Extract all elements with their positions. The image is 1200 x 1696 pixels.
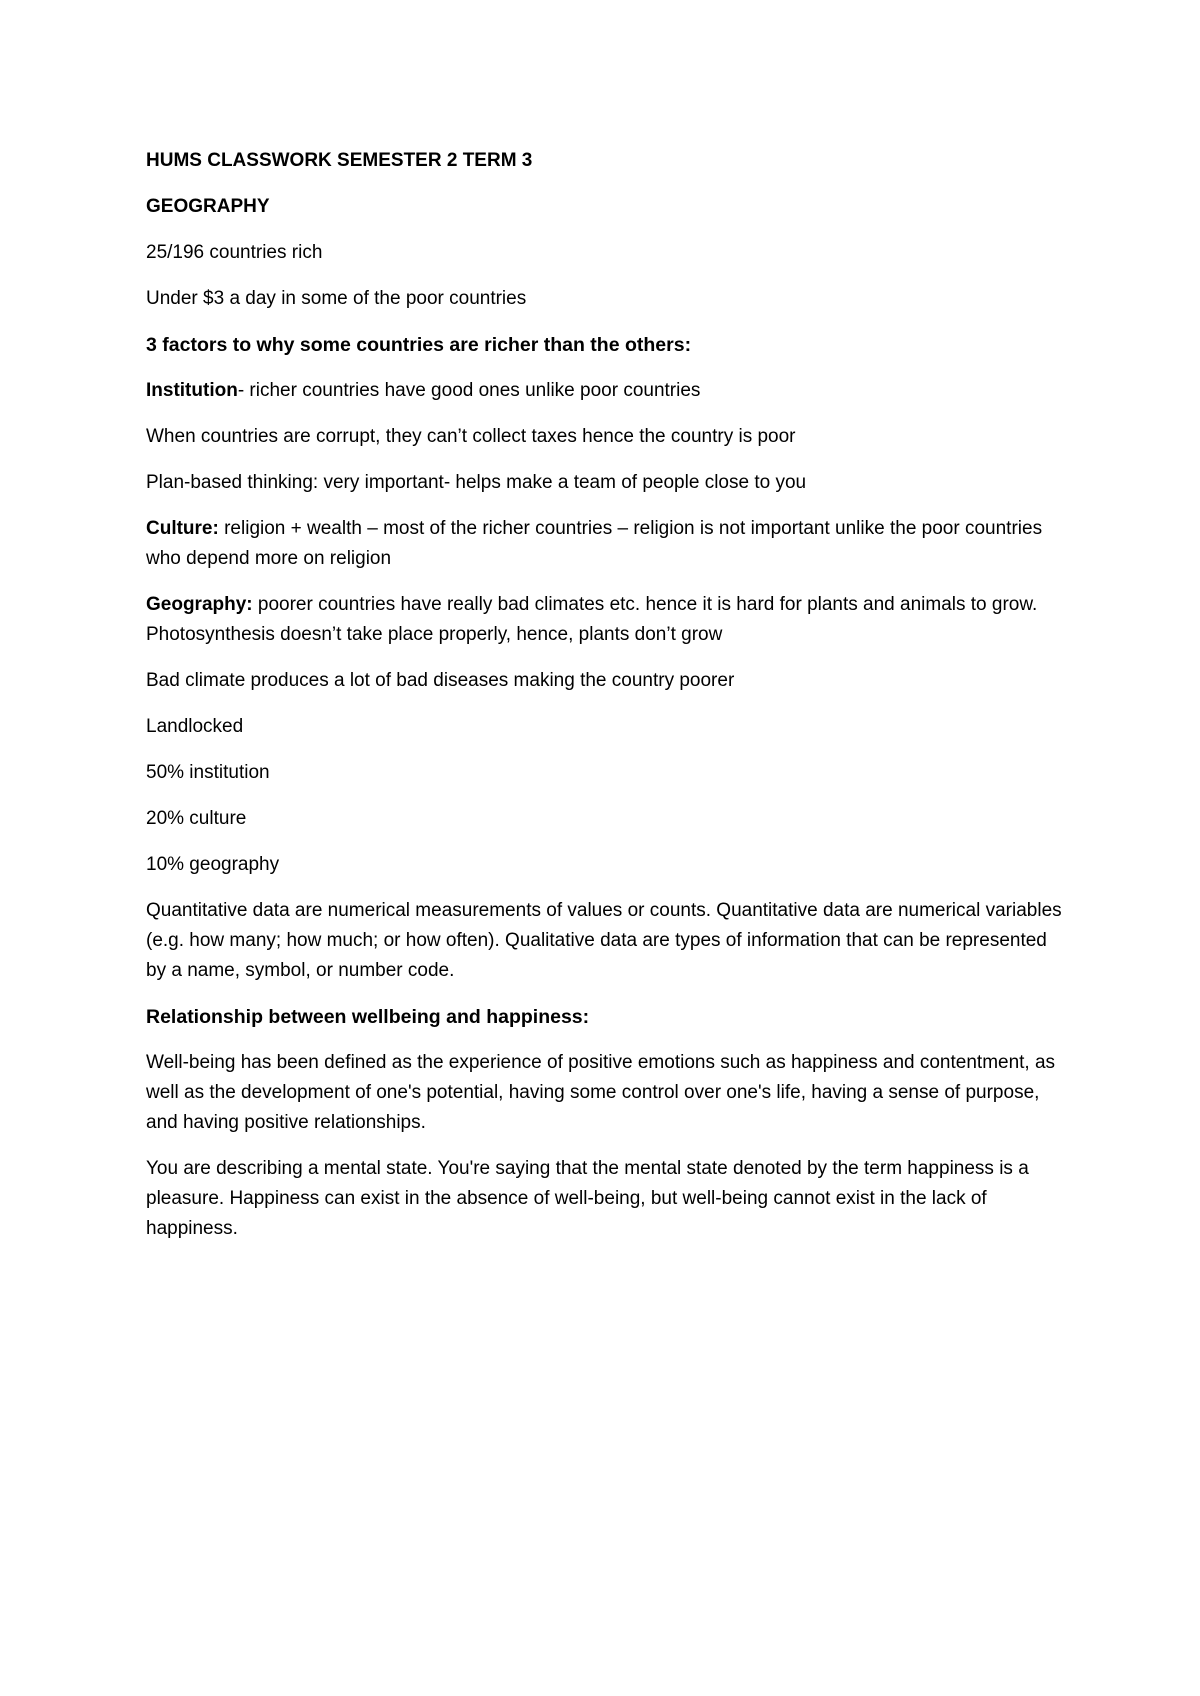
document-body — [146, 146, 1068, 1260]
paragraph-culture — [146, 514, 1068, 574]
document-title: HUMS CLASSWORK SEMESTER 2 TERM 3 — [146, 150, 533, 171]
paragraph-corrupt: When countries are corrupt, they can’t collect taxes hence the country is poor — [146, 426, 796, 447]
paragraph-geography — [146, 590, 1068, 650]
institution-term: Institution — [146, 380, 238, 401]
paragraph-plan-based: Plan-based thinking: very important- helps make a team of people close to you — [146, 472, 807, 493]
section-heading-geography: GEOGRAPHY — [146, 196, 270, 217]
paragraph-wellbeing: Well-being has been defined as the experience of positive emotions such as happiness and contentment, as well as the development of one's potential, having some control over one's life, having a sense of purpose, and having positive relationships. — [146, 1052, 1056, 1133]
culture-text: religion + wealth – most of the richer countries – religion is not important unlike the poor countries who depend more on religion — [146, 518, 1043, 569]
geography-term: Geography: — [146, 594, 253, 615]
paragraph-quantitative-data: Quantitative data are numerical measurements of values or counts. Quantitative data are numerical variables (e.g. how many; how much; or how often). Qualitative data are types of information that can be represented by a name, symbol, or number code. — [146, 900, 1062, 981]
paragraph-institution — [146, 376, 1068, 406]
factors-heading: 3 factors to why some countries are richer than the others: — [146, 334, 692, 356]
institution-text: - richer countries have good ones unlike poor countries — [237, 380, 701, 401]
paragraph-under-three-dollars: Under $3 a day in some of the poor countries — [146, 288, 527, 309]
paragraph-landlocked: Landlocked — [146, 716, 244, 737]
paragraph-bad-climate: Bad climate produces a lot of bad diseases making the country poorer — [146, 670, 735, 691]
paragraph-countries-rich: 25/196 countries rich — [146, 242, 323, 263]
paragraph-pct-institution: 50% institution — [146, 762, 270, 783]
culture-term: Culture: — [146, 518, 219, 539]
paragraph-mental-state: You are describing a mental state. You're saying that the mental state denoted by the term happiness is a pleasure. Happiness can exist in the absence of well-being, but well-being cannot exist in the lack of happiness. — [146, 1158, 1029, 1239]
geography-text: poorer countries have really bad climates etc. hence it is hard for plants and animals to grow. Photosynthesis doesn’t take place properly, hence, plants don’t grow — [146, 594, 1038, 645]
paragraph-pct-geography: 10% geography — [146, 854, 280, 875]
relationship-heading: Relationship between wellbeing and happiness: — [146, 1006, 590, 1028]
paragraph-pct-culture: 20% culture — [146, 808, 247, 829]
